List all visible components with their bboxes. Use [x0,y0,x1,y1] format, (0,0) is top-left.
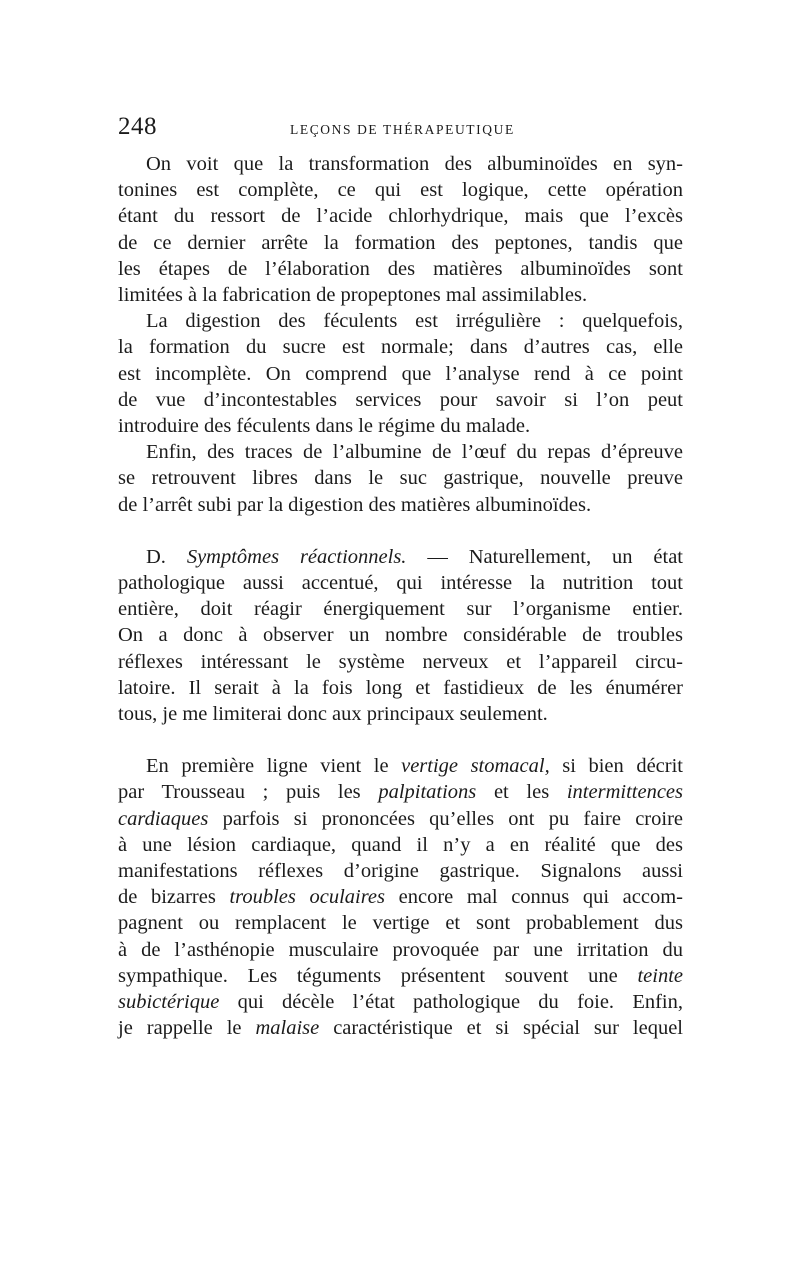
running-title: LEÇONS DE THÉRAPEUTIQUE [290,122,515,137]
section-heading: Symptômes réactionnels. [186,545,407,568]
text-line: On voit que la transformation des albuminoïdes en syn- [146,153,683,175]
section-letter: D. [146,545,187,568]
text-run: — Naturellement, un état [406,545,683,568]
text-line: de ce dernier arrête la formation des peptones, tandis que [118,231,683,254]
italic-term: malaise [255,1017,320,1040]
text-run: encore mal connus qui accom- [385,886,683,909]
running-head [118,112,683,146]
text-run: si bien décrit [549,755,683,778]
text-line: manifestations réflexes d’origine gastrique. Signalons aussi [118,860,683,883]
text-line: tonines est complète, ce qui est logique, cette opération [118,179,683,202]
page-number: 248 [118,113,157,140]
italic-term: teinte [637,964,683,987]
text-line: On a donc à observer un nombre considérable de troubles [118,624,683,647]
text-line: pathologique aussi accentué, qui intéresse la nutrition tout [118,572,683,595]
text-line: de vue d’incontestables services pour savoir si l’on peut [118,388,683,411]
italic-term: troubles oculaires [229,886,386,909]
paragraph-vertige [118,753,683,1041]
text-line: est incomplète. On comprend que l’analyse rend à ce point [118,362,683,385]
text-line: étant du ressort de l’acide chlorhydrique, mais que l’excès [118,205,683,228]
text-line: latoire. Il serait à la fois long et fastidieux de les énumérer [118,676,683,699]
section-spacer [118,727,683,753]
text-line: Enfin, des traces de l’albumine de l’œuf du repas d’épreuve [146,441,683,464]
text-run: par Trousseau ; puis les [118,781,379,804]
text-line [118,544,683,570]
paragraph-albuminoides [118,151,683,308]
text-line: La digestion des féculents est irrégulière : quelquefois, [146,310,683,333]
text-run: parfois si prononcées qu’elles ont pu faire croire [208,807,683,830]
italic-term: intermittences [566,781,683,804]
text-line: les étapes de l’élaboration des matières albuminoïdes sont [118,257,683,280]
text-line: de l’arrêt subi par la digestion des matières albuminoïdes. [118,493,592,516]
text-line [118,989,683,1015]
body-text [118,151,683,1042]
paragraph-feculents [118,308,683,439]
section-spacer [118,518,683,544]
text-line [118,779,683,805]
text-line: à de l’asthénopie musculaire provoquée par une irritation du [118,938,683,961]
text-line: limitées à la fabrication de propeptones mal assimilables. [118,284,588,307]
text-line [118,1015,683,1041]
text-line [118,963,683,989]
text-line: introduire des féculents dans le régime du malade. [118,415,531,438]
text-line: à une lésion cardiaque, quand il n’y a en réalité que des [118,833,683,856]
text-run: En première ligne vient le [146,755,402,778]
text-run: et les [476,781,567,804]
paragraph-symptomes [118,544,683,727]
text-run: qui décèle l’état pathologique du foie. Enfin, [219,991,683,1014]
text-line [118,753,683,779]
text-line [118,806,683,832]
text-line: pagnent ou remplacent le vertige et sont probablement dus [118,912,683,935]
text-run: je rappelle le [118,1017,256,1040]
paragraph-albumine [118,439,683,518]
italic-term: subictérique [118,991,220,1014]
italic-term: palpitations [378,781,477,804]
text-line: se retrouvent libres dans le suc gastrique, nouvelle preuve [118,467,683,490]
text-line: tous, je me limiterai donc aux principaux seulement. [118,703,548,726]
text-run: caractéristique et si spécial sur lequel [319,1017,683,1040]
text-line [118,884,683,910]
text-line: réflexes intéressant le système nerveux et l’appareil circu- [118,650,683,673]
italic-term: cardiaques [118,807,209,830]
text-run: de bizarres [118,886,230,909]
text-run: sympathique. Les téguments présentent souvent une [118,964,638,987]
text-line: entière, doit réagir énergiquement sur l’organisme entier. [118,598,683,621]
italic-term: vertige stomacal, [401,755,550,778]
text-line: la formation du sucre est normale; dans d’autres cas, elle [118,336,683,359]
